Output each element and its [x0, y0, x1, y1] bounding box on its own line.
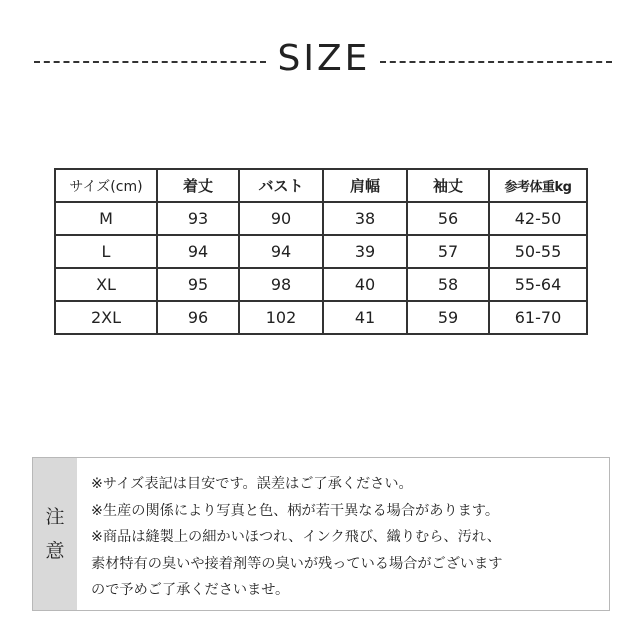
table-cell: 38	[323, 202, 407, 235]
table-cell: 96	[157, 301, 239, 334]
notes-label-char: 意	[45, 540, 65, 562]
table-row	[55, 235, 587, 268]
notes-label	[33, 458, 77, 610]
note-line: ※生産の関係により写真と色、柄が若干異なる場合があります。	[91, 502, 500, 519]
table-cell: 40	[323, 268, 407, 301]
table-cell: 41	[323, 301, 407, 334]
table-cell: 93	[157, 202, 239, 235]
header-sleeve: 袖丈	[407, 169, 489, 202]
note-line: ので予めご了承くださいませ。	[91, 582, 290, 598]
header-bust: バスト	[239, 169, 323, 202]
table-cell: 61-70	[489, 301, 587, 334]
notes-box	[32, 457, 610, 611]
table-cell: 56	[407, 202, 489, 235]
note-line: 素材特有の臭いや接着剤等の臭いが残っている場合がございます	[91, 555, 503, 572]
header-shoulder: 肩幅	[323, 169, 407, 202]
title-dash-right	[380, 61, 612, 63]
table-cell: 50-55	[489, 235, 587, 268]
table-cell: L	[55, 235, 157, 268]
header-size: サイズ(cm)	[55, 169, 157, 202]
table-cell: 55-64	[489, 268, 587, 301]
table-cell: 94	[157, 235, 239, 268]
table-row	[55, 301, 587, 334]
table-cell: 94	[239, 235, 323, 268]
note-line: ※商品は縫製上の細かいほつれ、インク飛び、織りむら、汚れ、	[91, 529, 501, 545]
table-cell: 42-50	[489, 202, 587, 235]
table-header-row	[55, 169, 587, 202]
table-cell: 58	[407, 268, 489, 301]
header-length: 着丈	[157, 169, 239, 202]
table-cell: 2XL	[55, 301, 157, 334]
table-cell: 57	[407, 235, 489, 268]
table-cell: XL	[55, 268, 157, 301]
title-row	[0, 36, 640, 86]
table-row	[55, 268, 587, 301]
header-weight: 参考体重kg	[489, 169, 587, 202]
table-cell: 90	[239, 202, 323, 235]
table-cell: 95	[157, 268, 239, 301]
table-row	[55, 202, 587, 235]
notes-label-char: 注	[45, 506, 65, 528]
table-cell: 98	[239, 268, 323, 301]
title-dash-left	[34, 61, 266, 63]
table-cell: 39	[323, 235, 407, 268]
note-line: ※サイズ表記は目安です。誤差はご了承ください。	[91, 476, 413, 492]
table-cell: M	[55, 202, 157, 235]
size-table	[54, 168, 588, 335]
notes-body	[77, 458, 609, 610]
table-cell: 59	[407, 301, 489, 334]
table-cell: 102	[239, 301, 323, 334]
page-title: SIZE	[277, 38, 371, 79]
